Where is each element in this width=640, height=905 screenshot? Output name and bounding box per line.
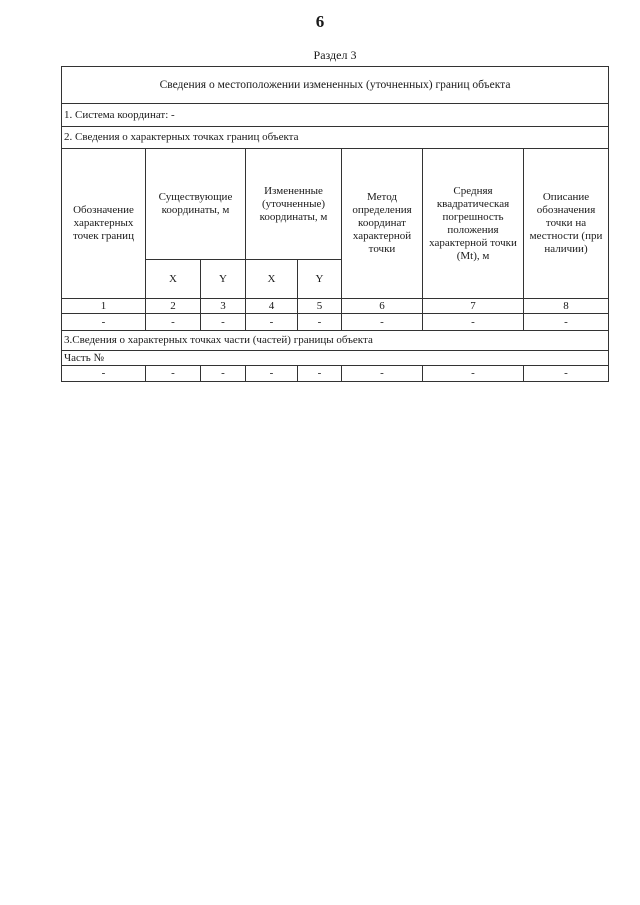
header-row [62, 149, 609, 260]
part-cell: - [298, 366, 342, 382]
header-x1: X [146, 260, 201, 299]
points-heading-row [62, 127, 609, 149]
data-cell: - [342, 314, 423, 331]
parts-heading: 3.Сведения о характерных точках части (частей) границы объекта [62, 331, 609, 351]
data-cell: - [246, 314, 298, 331]
table-title: Сведения о местоположении измененных (уточненных) границ объекта [62, 67, 609, 104]
column-number: 6 [342, 299, 423, 314]
header-description: Описание обозначения точки на местности (при наличии) [524, 149, 609, 299]
header-existing: Существующие координаты, м [146, 149, 246, 260]
data-cell: - [524, 314, 609, 331]
part-cell: - [423, 366, 524, 382]
part-cell: - [342, 366, 423, 382]
column-number: 8 [524, 299, 609, 314]
part-cell: - [146, 366, 201, 382]
header-y2: Y [298, 260, 342, 299]
header-designation: Обозначение характерных точек границ [62, 149, 146, 299]
column-number: 1 [62, 299, 146, 314]
header-y1: Y [201, 260, 246, 299]
part-cell: - [246, 366, 298, 382]
part-data-row [62, 366, 609, 382]
column-number: 7 [423, 299, 524, 314]
points-heading: 2. Сведения о характерных точках границ объекта [62, 127, 609, 149]
header-changed: Измененные (уточненные) координаты, м [246, 149, 342, 260]
data-cell: - [423, 314, 524, 331]
part-cell: - [62, 366, 146, 382]
data-cell: - [146, 314, 201, 331]
page-number: 6 [315, 12, 325, 31]
header-method: Метод определения координат характерной точки [342, 149, 423, 299]
column-number-row [62, 299, 609, 314]
parts-heading-row [62, 331, 609, 351]
data-cell: - [62, 314, 146, 331]
column-number: 5 [298, 299, 342, 314]
coord-system: 1. Система координат: - [62, 104, 609, 127]
part-label: Часть № [62, 351, 609, 366]
header-x2: X [246, 260, 298, 299]
part-cell: - [524, 366, 609, 382]
coord-system-row [62, 104, 609, 127]
part-cell: - [201, 366, 246, 382]
title-row [62, 67, 609, 104]
data-cell: - [298, 314, 342, 331]
column-number: 2 [146, 299, 201, 314]
column-number: 4 [246, 299, 298, 314]
data-row [62, 314, 609, 331]
boundary-table [61, 66, 609, 382]
header-error: Средняя квадратическая погрешность положения характерной точки (Mt), м [423, 149, 524, 299]
part-label-row [62, 351, 609, 366]
column-number: 3 [201, 299, 246, 314]
data-cell: - [201, 314, 246, 331]
section-label: Раздел 3 [313, 48, 357, 62]
